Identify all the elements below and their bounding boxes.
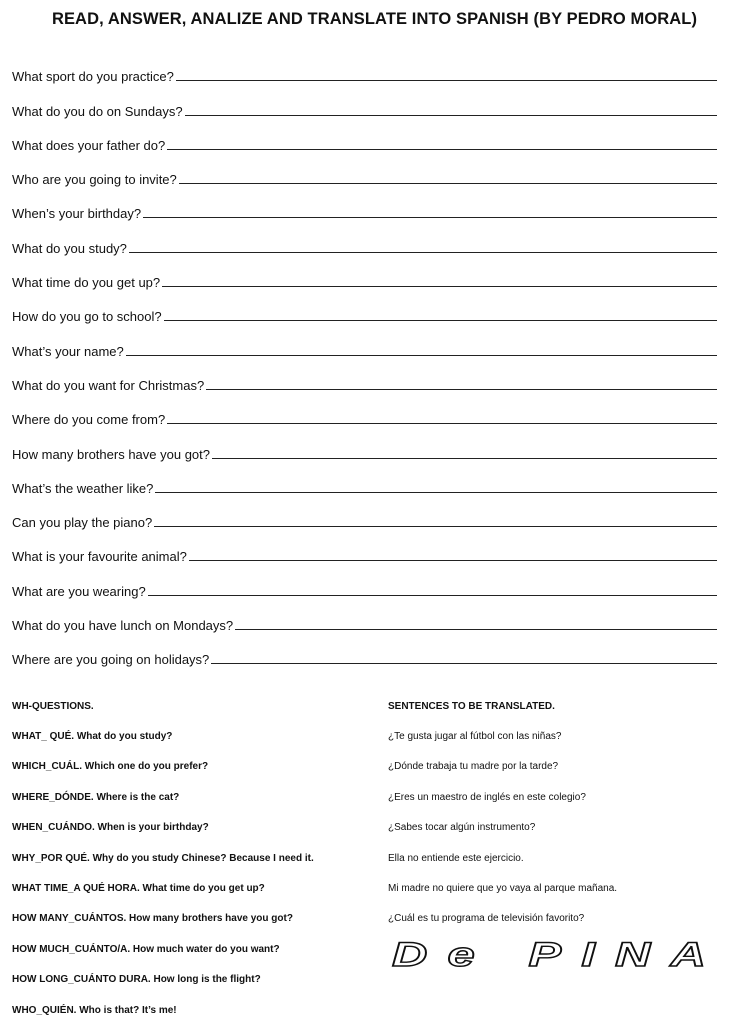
- answer-line[interactable]: [129, 251, 717, 253]
- question-row: [12, 530, 717, 564]
- question-text: How do you go to school?: [12, 309, 162, 325]
- question-row: [12, 324, 717, 358]
- question-text: What does your father do?: [12, 137, 166, 153]
- sentence-item: Mi madre no quiere que yo vaya al parque mañana.: [388, 882, 618, 894]
- wh-question-item: HOW MANY_CUÁNTOS. How many brothers have you got?: [12, 913, 293, 925]
- wh-questions-heading: WH-QUESTIONS.: [12, 701, 94, 712]
- question-text: Can you play the piano?: [12, 515, 153, 531]
- wh-question-item: HOW MUCH_CUÁNTO/A. How much water do you want?: [12, 943, 280, 955]
- question-text: Where do you come from?: [12, 412, 166, 428]
- question-text: What do you have lunch on Mondays?: [12, 618, 234, 634]
- wh-questions-section: [12, 700, 372, 1034]
- answer-line[interactable]: [206, 388, 717, 390]
- answer-line[interactable]: [212, 457, 717, 459]
- question-row: [12, 221, 717, 255]
- question-text: Where are you going on holidays?: [12, 652, 210, 668]
- question-text: How many brothers have you got?: [12, 446, 210, 462]
- question-text: What is your favourite animal?: [12, 549, 187, 565]
- question-row: [12, 153, 717, 187]
- question-row: [12, 599, 717, 633]
- question-row: [12, 84, 717, 118]
- worksheet-title: READ, ANSWER, ANALIZE AND TRANSLATE INTO SPANISH (BY PEDRO MORAL): [51, 10, 698, 28]
- wh-question-item: WHY_POR QUÉ. Why do you study Chinese? Because I need it.: [12, 852, 314, 864]
- answer-line[interactable]: [164, 319, 717, 321]
- wh-question-item: WHERE_DÓNDE. Where is the cat?: [12, 791, 180, 803]
- question-text: What do you study?: [12, 240, 127, 256]
- sentences-heading: SENTENCES TO BE TRANSLATED.: [388, 701, 555, 712]
- sentence-item: Ella no entiende este ejercicio.: [388, 852, 524, 864]
- question-row: [12, 393, 717, 427]
- question-text: What do you do on Sundays?: [12, 103, 183, 119]
- question-row: [12, 496, 717, 530]
- answer-line[interactable]: [167, 148, 717, 150]
- sentence-item: ¿Sabes tocar algún instrumento?: [388, 822, 536, 834]
- sentences-section: [388, 700, 728, 943]
- question-text: What sport do you practice?: [12, 69, 174, 85]
- question-row: [12, 427, 717, 461]
- wh-question-item: WHEN_CUÁNDO. When is your birthday?: [12, 822, 209, 834]
- sentence-item: ¿Te gusta jugar al fútbol con las niñas?: [388, 731, 562, 742]
- answer-line[interactable]: [143, 216, 717, 218]
- question-list: [12, 50, 717, 667]
- question-text: What’s the weather like?: [12, 480, 154, 496]
- answer-line[interactable]: [235, 628, 717, 630]
- question-row: [12, 633, 717, 667]
- question-text: What’s your name?: [12, 343, 124, 359]
- de-pina-logo: [388, 938, 731, 970]
- answer-line[interactable]: [176, 79, 717, 81]
- question-row: [12, 256, 717, 290]
- question-text: What do you want for Christmas?: [12, 377, 205, 393]
- wh-question-item: HOW LONG_CUÁNTO DURA. How long is the flight?: [12, 974, 261, 986]
- question-row: [12, 290, 717, 324]
- answer-line[interactable]: [126, 354, 717, 356]
- question-row: [12, 119, 717, 153]
- answer-line[interactable]: [162, 285, 717, 287]
- answer-line[interactable]: [154, 525, 717, 527]
- answer-line[interactable]: [189, 559, 717, 561]
- answer-line[interactable]: [155, 491, 717, 493]
- answer-line[interactable]: [167, 422, 717, 424]
- question-row: [12, 187, 717, 221]
- question-row: [12, 359, 717, 393]
- question-text: Who are you going to invite?: [12, 172, 177, 188]
- sentence-item: ¿Cuál es tu programa de televisión favorito?: [388, 913, 585, 925]
- wh-question-item: WHAT TIME_A QUÉ HORA. What time do you get up?: [12, 882, 265, 894]
- logo-text: De PINA: [392, 938, 726, 970]
- wh-question-item: WHO_QUIÉN. Who is that? It’s me!: [12, 1004, 177, 1016]
- wh-question-item: WHICH_CUÁL. Which one do you prefer?: [12, 761, 209, 773]
- answer-line[interactable]: [179, 182, 717, 184]
- question-text: What are you wearing?: [12, 583, 146, 599]
- answer-line[interactable]: [211, 662, 717, 664]
- answer-line[interactable]: [148, 594, 717, 596]
- question-row: [12, 462, 717, 496]
- question-row: [12, 564, 717, 598]
- question-text: When’s your birthday?: [12, 206, 142, 222]
- question-row: [12, 50, 717, 84]
- question-text: What time do you get up?: [12, 275, 161, 291]
- sentence-item: ¿Dónde trabaja tu madre por la tarde?: [388, 761, 559, 773]
- wh-question-item: WHAT_ QUÉ. What do you study?: [12, 731, 173, 742]
- sentence-item: ¿Eres un maestro de inglés en este colegio?: [388, 791, 586, 803]
- answer-line[interactable]: [185, 114, 717, 116]
